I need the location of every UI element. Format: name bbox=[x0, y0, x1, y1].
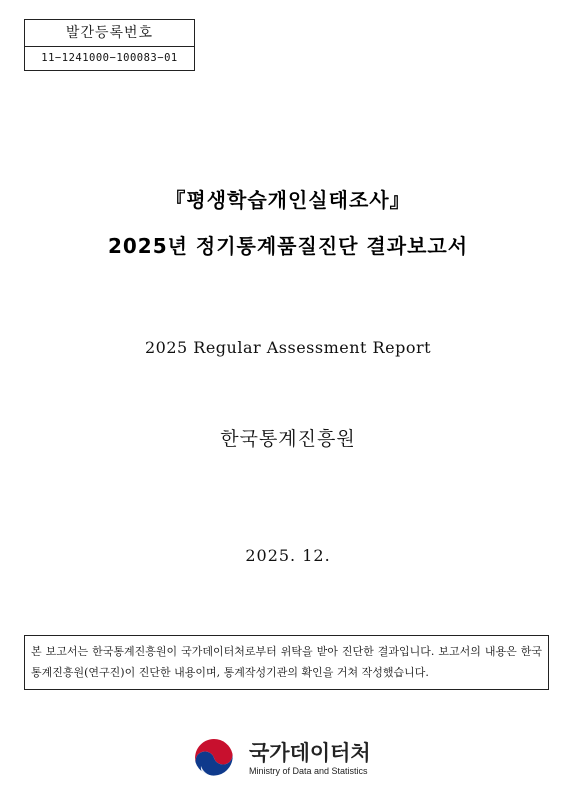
registration-number: 11−1241000−100083−01 bbox=[41, 52, 178, 64]
report-title-line1: 『평생학습개인실태조사』 bbox=[165, 188, 411, 212]
notice-box: 본 보고서는 한국통계진흥원이 국가데이터처로부터 위탁을 받아 진단한 결과입니다. 보고서의 내용은 한국통계진흥원(연구진)이 진단한 내용이며, 통계작성기관의 확인을 거쳐 작성했습니다. bbox=[24, 635, 549, 690]
registration-box bbox=[24, 19, 195, 71]
ministry-name-english: Ministry of Data and Statistics bbox=[249, 766, 368, 776]
taegeuk-emblem-icon bbox=[191, 735, 237, 781]
publication-date: 2025. 12. bbox=[245, 546, 331, 565]
report-title-line2: 2025년 정기통계품질진단 결과보고서 bbox=[107, 234, 469, 258]
organization-name: 한국통계진흥원 bbox=[220, 428, 356, 450]
registration-label: 발간등록번호 bbox=[25, 20, 194, 47]
ministry-name-korean: 국가데이터처 bbox=[249, 741, 371, 765]
english-subtitle: 2025 Regular Assessment Report bbox=[144, 338, 432, 357]
ministry-logo bbox=[191, 735, 391, 785]
